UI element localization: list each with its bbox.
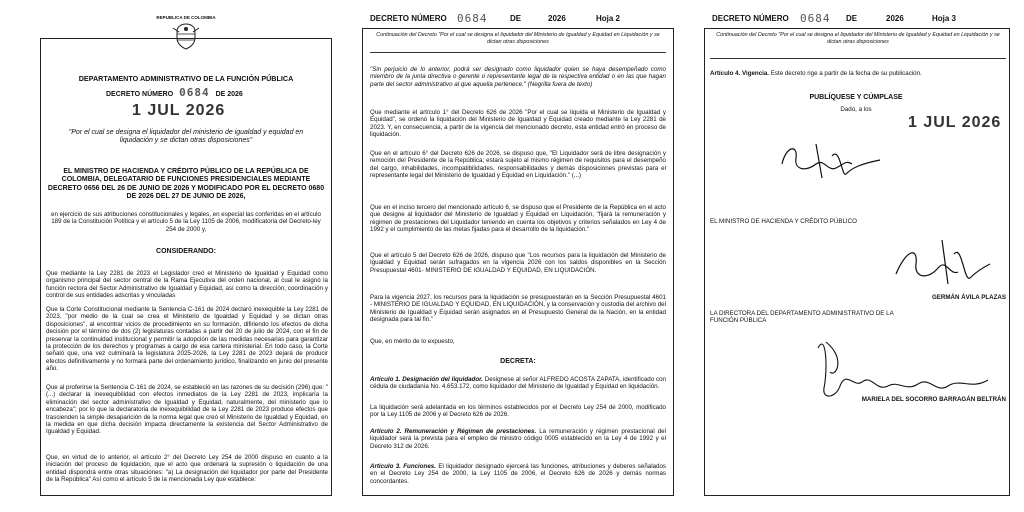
decree-date: 1 JUL 2026 <box>132 102 226 119</box>
department-title: DEPARTAMENTO ADMINISTRATIVO DE LA FUNCIÓN PÚBLICA <box>78 74 294 83</box>
article-2-text: La remuneración y régimen prestacional del liquidador será la prevista para el empleo de ministro código 0005 establecido en la Ley 4 de 1992 y el Decreto 312 de 2026. <box>370 428 666 450</box>
article-1 <box>370 376 666 391</box>
paragraph-1: Que mediante la Ley 2281 de 2023 el Legislador creó el Ministerio de Igualdad y Equidad como organismo principal del sector central de la Rama Ejecutiva del orden nacional, al cual le asignó la función rectora del Sector Administrativo de Igualdad y Equidad, así como la dirección, coordinación y control de sus entidades adscritas y vinculadas <box>46 270 328 300</box>
header-rule <box>370 52 666 53</box>
minister-title: EL MINISTRO DE HACIENDA Y CRÉDITO PÚBLICO <box>710 218 857 225</box>
paragraph-4: Que, en virtud de lo anterior, el artículo 2° del Decreto Ley 254 de 2000 dispuso en cuanto a la iniciación del proceso de liquidación, que el acto que ordenará la supresión o liquidación de una entidad dispondrá entre otras situaciones: "a) La designación del liquidador por parte del Presidente de la República" Así como el artículo 5 de la mencionada Ley que establece: <box>46 454 328 484</box>
authority-text: EL MINISTRO DE HACIENDA Y CRÉDITO PÚBLICO DE LA REPÚBLICA DE COLOMBIA, DELEGATARIO DE FUNCIONES PRESIDENCIALES MEDIANTE DECRETO 0656 DEL 26 DE JUNIO DE 2026 Y MODIFICADO POR EL DECRETO 0680 DE 2026 DEL 27 DE JUNIO DE 2026, <box>47 168 325 201</box>
minister-name: GERMÁN ÁVILA PLAZAS <box>931 294 1006 301</box>
article-2-title: Artículo 2. Remuneración y Régimen de prestaciones. <box>370 428 537 435</box>
director-title: LA DIRECTORA DEL DEPARTAMENTO ADMINISTRATIVO DE LA FUNCIÓN PÚBLICA <box>710 310 894 325</box>
page-1 <box>6 8 338 496</box>
p2-paragraph-1: "Sin perjuicio de lo anterior, podrá ser designado como liquidador quien se haya desempeñado como miembro de la junta directiva o gerente o representante legal de la respectiva entidad o en las que hagan parte del sector administrativo al que aquella pertenece." (Negrilla fuera de texto) <box>370 66 666 88</box>
decree-year: DE 2026 <box>215 91 243 98</box>
director-name: MARIELA DEL SOCORRO BARRAGÁN BELTRÁN <box>861 396 1006 403</box>
paragraph-3: Que al proferirse la Sentencia C-161 de 2024, se estableció en las razones de su decisión (296) que: "(...) declarar la inexequibilidad con efectos inmediatos de la Ley 2281 de 2023, implicaría la eliminación del sector administrativo de Igualdad y Equidad, naturalmente, del ministerio que lo encabeza"; por lo que la declaratoria de inexequibilidad de la Ley 2281 de 2023 produce efectos que trascienden la simple desaparición de la norma legal que creó el Ministerio de Igualdad y Equidad, en la medida en que dicha decisión impacta directamente la existencia del Sector Administrativo de Igualdad y Equidad. <box>46 384 328 436</box>
dado-text: Dado, a los <box>840 106 872 113</box>
header-label: DECRETO NÚMERO <box>370 14 447 23</box>
header-de: DE <box>846 14 858 23</box>
article-4-title: Artículo 4. Vigencia. <box>710 70 770 77</box>
header-year: 2026 <box>886 14 904 23</box>
p2-paragraph-7: Que, en mérito de lo expuesto, <box>370 338 455 345</box>
article-3 <box>370 463 666 485</box>
article-3-title: Artículo 3. Funciones. <box>370 463 436 470</box>
header-rule <box>710 58 1006 59</box>
header-number: 0684 <box>457 12 488 25</box>
decree-number: 0684 <box>179 86 210 99</box>
page-3 <box>696 8 1018 496</box>
decree-subject: "Por el cual se designa el liquidador del ministerio de igualdad y equidad en liquidación y se dictan otras disposiciones" <box>68 129 304 145</box>
header-year: 2026 <box>548 14 566 23</box>
article-1-title: Artículo 1. Designación del liquidador. <box>370 376 483 383</box>
article-3-text: El liquidador designado ejercerá las funciones, atribuciones y deberes señalados en el Decreto Ley 254 de 2000, la Ley 1105 de 2006, el Decreto 626 de 2026 y demás normas concordantes. <box>370 463 666 485</box>
continuation-note: Continuación del Decreto "Por el cual se designa el liquidador del Ministerio de Igualdad y Equidad en Liquidación y se dictan otras disposiciones <box>376 32 660 45</box>
sign-date: 1 JUL 2026 <box>908 114 1002 131</box>
powers-text: en ejercicio de sus atribuciones constitucionales y legales, en especial las conferidas en el artículo 189 de la Constitución Política y el artículo 5 de la Ley 1105 de 2006, modificatoria del Decreto-ley 254 de 2000 y, <box>51 211 321 233</box>
considerando-heading: CONSIDERANDO: <box>156 248 216 255</box>
paragraph-2: Que la Corte Constitucional mediante la Sentencia C-161 de 2024 declaró inexequible la Ley 2281 de 2023, "por medio de la cual se crea el Ministerio de Igualdad y Equidad y se dictan otras disposiciones", al encontrar vicios de procedimiento en su formación, difiriendo los efectos de dicha decisión por el término de dos (2) legislaturas contadas a partir del 20 de julio de 2024, con el fin de preservar la continuidad institucional y permitir la adopción de las medidas necesarias para garantizar la protección de los derechos y programas a cargo de esa cartera ministerial. En todo caso, la Corte señaló que, una vez culminará la legislatura 2025-2026, la Ley 2281 de 2023 dejará de producir efectos definitivamente y no formará parte del ordenamiento jurídico, finalizando en junio del presente año. <box>46 306 328 373</box>
article-2 <box>370 428 666 450</box>
p2-paragraph-3: Que en el artículo 6° del Decreto 626 de 2026, se dispuso que, "El Liquidador será de libre designación y remoción del Presidente de la República; estará sujeto al mismo régimen de requisitos para el desempeño del cargo, inhabilidades, incompatibilidades, responsabilidades y demás disposiciones previstas para el representante legal del Ministerio de Igualdad y Equidad en Liquidación." (...) <box>370 150 666 180</box>
decree-label: DECRETO NÚMERO <box>106 91 174 98</box>
page-2 <box>352 8 684 496</box>
p2-paragraph-2: Que mediante el artículo 1° del Decreto 626 de 2026 "Por el cual se liquida el Ministerio de Igualdad y Equidad", se ordenó la liquidación del Ministerio de Igualdad y Equidad creado mediante la Ley 2281 de 2023. Y, en consecuencia, a partir de la vigencia del mencionado decreto, esta entidad entró en proceso de liquidación. <box>370 109 666 139</box>
header-de: DE <box>510 14 522 23</box>
minister-signature-icon <box>776 134 886 184</box>
republic-label: REPUBLICA DE COLOMBIA <box>156 15 216 20</box>
decree-line <box>106 86 276 99</box>
header-sheet: Hoja 2 <box>596 14 621 23</box>
p2-paragraph-4: Que en el inciso tercero del mencionado artículo 6, se dispuso que el Presidente de la República en el acto que designe al liquidador del Ministerio de Igualdad y Equidad en Liquidación, "fijará la remuneración y régimen de prestaciones del Liquidador teniendo en cuenta los objetivos y criterios señalados en Ley 4 de 1992 y el cumplimiento de las metas fijadas para el desarrollo de la liquidación." <box>370 204 666 234</box>
publiquese-heading: PUBLÍQUESE Y CÚMPLASE <box>809 94 903 101</box>
minister-signature-2-icon <box>892 234 992 288</box>
header-sheet: Hoja 3 <box>932 14 957 23</box>
header-number: 0684 <box>800 12 831 25</box>
p2-paragraph-5: Que el artículo 5 del Decreto 626 de 2026, dispuso que "Los recursos para la liquidación del Ministerio de Igualdad y Equidad serán sufragados en la vigencia 2026 con los saldos disponibles en la Sección Presupuestal 4601- MINISTERIO DE IGUALDAD Y EQUIDAD, EN LIQUIDACIÓN. <box>370 252 666 274</box>
article-4 <box>710 70 1006 77</box>
continuation-note: Continuación del Decreto "Por el cual se designa el liquidador del Ministerio de Igualdad y Equidad en Liquidación y se dictan otras disposiciones <box>716 32 1000 45</box>
p2-paragraph-6: Para la vigencia 2027, los recursos para la liquidación se presupuestarán en la Sección Presupuestal 4601 - MINISTERIO DE IGUALDAD Y EQUIDAD, EN LIQUIDACIÓN, y la conservación y custodia del archivo del Ministerio de Igualdad y Equidad serán asignados en el Presupuesto General de la Nación, en la entidad designada para tal fin." <box>370 294 666 324</box>
coat-of-arms-icon <box>171 22 201 50</box>
header-label: DECRETO NÚMERO <box>712 14 789 23</box>
article-1-detail: La liquidación será adelantada en los términos establecidos por el Decreto Ley 254 de 2000, modificado por la Ley 1105 de 2006 y el Decreto 626 de 2026. <box>370 404 666 419</box>
article-4-text: Este decreto rige a partir de la fecha de su publicación. <box>770 70 922 77</box>
article-1-text: Designese al señor ALFREDO ACOSTA ZAPATA, identificado con cédula de ciudadanía No. 4.653.172, como liquidador del Ministerio de Igualdad y Equidad en liquidación. <box>370 376 666 391</box>
decreta-heading: DECRETA: <box>500 358 536 365</box>
